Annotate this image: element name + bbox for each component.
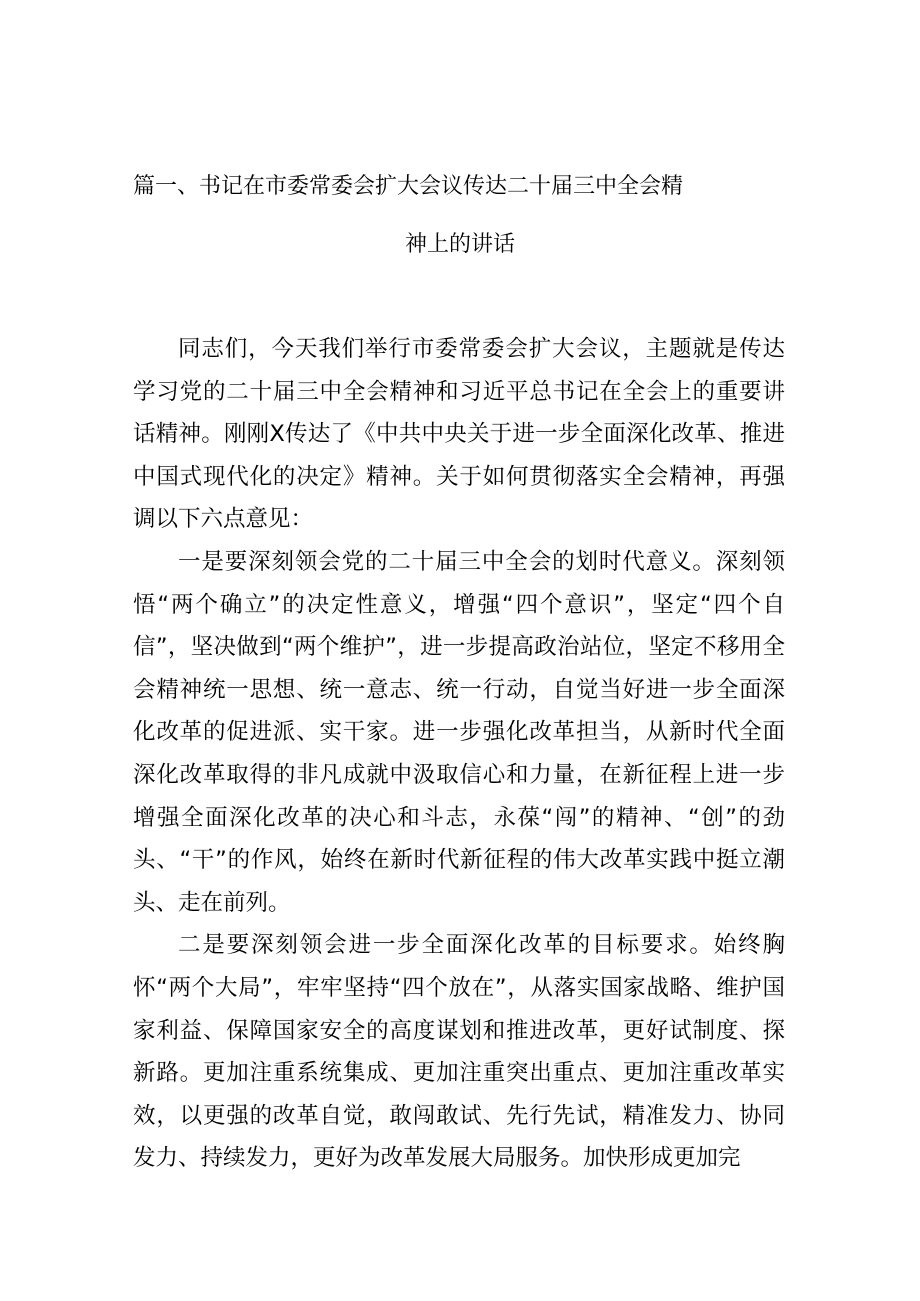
document-title-line-1: 篇一、书记在市委常委会扩大会议传达二十届三中全会精 xyxy=(133,174,684,199)
paragraph-point-one: 一是要深刻领会党的二十届三中全会的划时代意义。深刻领悟“两个确立”的决定性意义，增强“四个意识”，坚定“四个自信”，坚决做到“两个维护”，进一步提高政治站位，坚定不移用全会精神统一思想、统一意志、统一行动，自觉当好进一步全面深化改革的促进派、实干家。进一步强化改革担当，从新时代全面深化改革取得的非凡成就中汲取信心和力量，在新征程上进一步增强全面深化改革的决心和斗志，永葆“闯”的精神、“创”的劲头、“干”的作风，始终在新时代新征程的伟大改革实践中挺立潮头、走在前列。 xyxy=(133,548,785,916)
paragraph-opening: 同志们，今天我们举行市委常委会扩大会议，主题就是传达学习党的二十届三中全会精神和习近平总书记在全会上的重要讲话精神。刚刚X传达了《中共中央关于进一步全面深化改革、推进中国式现代化的决定》精神。关于如何贯彻落实全会精神，再强调以下六点意见： xyxy=(133,336,785,533)
document-body xyxy=(133,328,785,1180)
document-title-line-2: 神上的讲话 xyxy=(404,232,515,257)
paragraph-point-two: 二是要深刻领会进一步全面深化改革的目标要求。始终胸怀“两个大局”，牢牢坚持“四个放在”，从落实国家战略、维护国家利益、保障国家安全的高度谋划和推进改革，更好试制度、探新路。更加注重系统集成、更加注重突出重点、更加注重改革实效，以更强的改革自觉，敢闯敢试、先行先试，精准发力、协同发力、持续发力，更好为改革发展大局服务。加快形成更加完 xyxy=(133,932,785,1172)
